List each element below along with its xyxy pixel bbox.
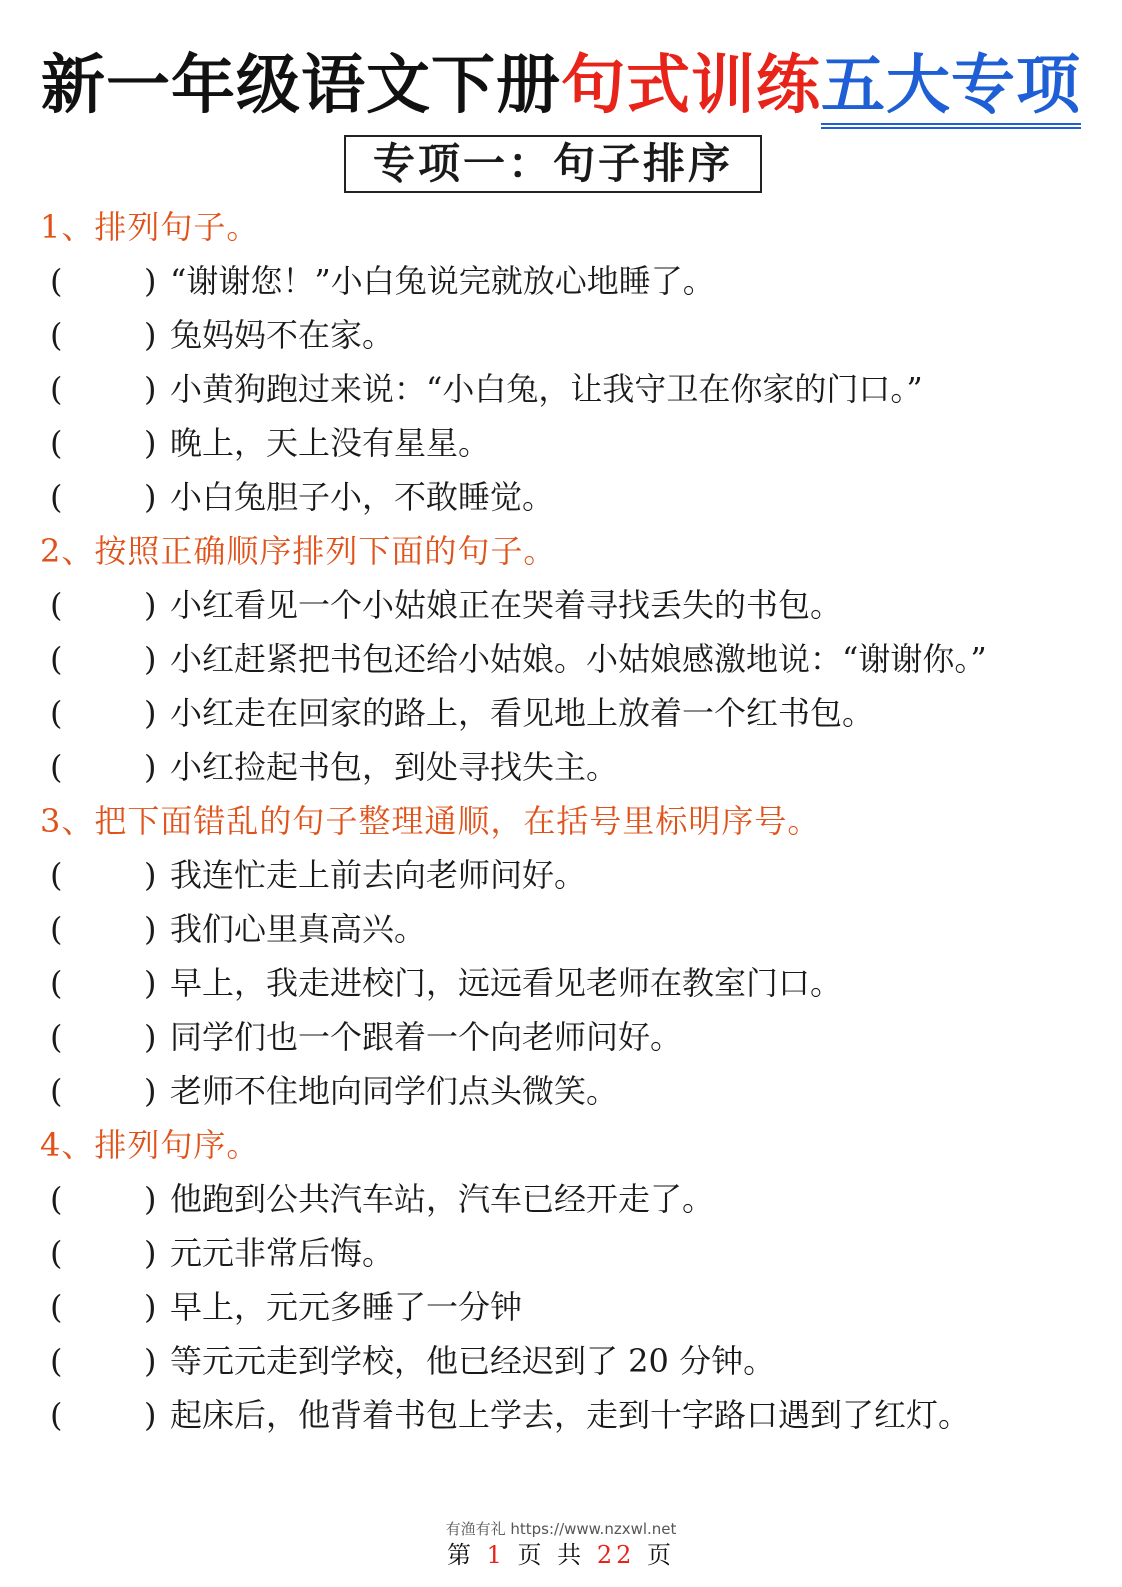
paren-right: ): [144, 1396, 157, 1434]
paren-left: (: [50, 1180, 63, 1218]
sentence-text: “谢谢您！”小白兔说完就放心地睡了。: [170, 262, 715, 300]
sentence-row: [40, 1172, 1080, 1226]
paren-left: (: [50, 1072, 63, 1110]
exercise-heading: 4、排列句序。: [40, 1126, 260, 1164]
sentence-row: [40, 686, 1080, 740]
paren-right: ): [144, 1288, 157, 1326]
sentence-text: 我们心里真高兴。: [170, 910, 427, 948]
sentence-row: [40, 1064, 1080, 1118]
sentence-text: 起床后，他背着书包上学去，走到十字路口遇到了红灯。: [170, 1396, 971, 1434]
sentence-row: [40, 902, 1080, 956]
paren-left: (: [50, 478, 63, 516]
order-answer-blank[interactable]: [40, 362, 170, 416]
paren-left: (: [50, 586, 63, 624]
exercise-heading: 1、排列句子。: [40, 208, 260, 246]
sentence-row: [40, 308, 1080, 362]
paren-right: ): [144, 424, 157, 462]
sentence-text: 小黄狗跑过来说：“小白兔，让我守卫在你家的门口。”: [170, 370, 923, 408]
footer-page-number: [0, 1535, 1122, 1570]
title-part-grade: 新一年级语文下册: [41, 49, 561, 123]
sentence-text: 他跑到公共汽车站，汽车已经开走了。: [170, 1180, 715, 1218]
order-answer-blank[interactable]: [40, 848, 170, 902]
exercise-heading: 3、把下面错乱的句子整理通顺，在括号里标明序号。: [40, 802, 821, 840]
paren-left: (: [50, 910, 63, 948]
sentence-row: [40, 470, 1080, 524]
order-answer-blank[interactable]: [40, 1172, 170, 1226]
paren-left: (: [50, 964, 63, 1002]
order-answer-blank[interactable]: [40, 254, 170, 308]
title-part-five-topics: 五大专项: [821, 49, 1081, 129]
sentence-text: 我连忙走上前去向老师问好。: [170, 856, 587, 894]
order-answer-blank[interactable]: [40, 1064, 170, 1118]
order-answer-blank[interactable]: [40, 1334, 170, 1388]
page-prefix: 第: [446, 1541, 475, 1569]
order-answer-blank[interactable]: [40, 1226, 170, 1280]
exercise-content: [40, 200, 1080, 1442]
order-answer-blank[interactable]: [40, 1280, 170, 1334]
paren-right: ): [144, 1234, 157, 1272]
sentence-text: 同学们也一个跟着一个向老师问好。: [170, 1018, 683, 1056]
paren-left: (: [50, 424, 63, 462]
sentence-row: [40, 416, 1080, 470]
paren-left: (: [50, 1342, 63, 1380]
sentence-row: [40, 578, 1080, 632]
sentence-row: [40, 254, 1080, 308]
sentence-row: [40, 1010, 1080, 1064]
sentence-text: 兔妈妈不在家。: [170, 316, 395, 354]
order-answer-blank[interactable]: [40, 632, 170, 686]
order-answer-blank[interactable]: [40, 686, 170, 740]
sentence-text: 小白兔胆子小，不敢睡觉。: [170, 478, 555, 516]
sentence-row: [40, 1280, 1080, 1334]
paren-left: (: [50, 1396, 63, 1434]
sentence-row: [40, 632, 1080, 686]
page-total: 22: [596, 1541, 636, 1569]
paren-right: ): [144, 1072, 157, 1110]
paren-right: ): [144, 478, 157, 516]
order-answer-blank[interactable]: [40, 1010, 170, 1064]
paren-right: ): [144, 856, 157, 894]
paren-right: ): [144, 694, 157, 732]
paren-left: (: [50, 1018, 63, 1056]
sentence-text: 小红走在回家的路上，看见地上放着一个红书包。: [170, 694, 875, 732]
sentence-text: 晚上，天上没有星星。: [170, 424, 491, 462]
paren-left: (: [50, 316, 63, 354]
sentence-row: [40, 1388, 1080, 1442]
order-answer-blank[interactable]: [40, 308, 170, 362]
sentence-row: [40, 956, 1080, 1010]
sentence-row: [40, 1226, 1080, 1280]
sentence-text: 等元元走到学校，他已经迟到了 20 分钟。: [170, 1342, 776, 1380]
order-answer-blank[interactable]: [40, 470, 170, 524]
paren-right: ): [144, 640, 157, 678]
paren-right: ): [144, 748, 157, 786]
paren-right: ): [144, 316, 157, 354]
paren-left: (: [50, 748, 63, 786]
sentence-text: 早上，元元多睡了一分钟: [170, 1288, 523, 1326]
sentence-row: [40, 848, 1080, 902]
paren-right: ): [144, 964, 157, 1002]
title-part-training: 句式训练: [561, 49, 821, 123]
footer-site: 有渔有礼 https://www.nzxwl.net: [445, 1520, 677, 1538]
paren-right: ): [144, 262, 157, 300]
sentence-text: 小红看见一个小姑娘正在哭着寻找丢失的书包。: [170, 586, 843, 624]
page-current: 1: [486, 1541, 506, 1569]
sentence-row: [40, 362, 1080, 416]
paren-right: ): [144, 1018, 157, 1056]
sentence-text: 早上，我走进校门，远远看见老师在教室门口。: [170, 964, 843, 1002]
paren-left: (: [50, 1234, 63, 1272]
paren-right: ): [144, 586, 157, 624]
paren-right: ): [144, 910, 157, 948]
paren-left: (: [50, 856, 63, 894]
sentence-text: 元元非常后悔。: [170, 1234, 395, 1272]
paren-right: ): [144, 1342, 157, 1380]
paren-left: (: [50, 640, 63, 678]
order-answer-blank[interactable]: [40, 740, 170, 794]
sentence-row: [40, 1334, 1080, 1388]
sentence-text: 小红赶紧把书包还给小姑娘。小姑娘感激地说：“谢谢你。”: [170, 640, 987, 678]
order-answer-blank[interactable]: [40, 902, 170, 956]
order-answer-blank[interactable]: [40, 956, 170, 1010]
page-title: [0, 48, 1122, 124]
paren-right: ): [144, 1180, 157, 1218]
page-mid: 页 共: [517, 1541, 586, 1569]
paren-right: ): [144, 370, 157, 408]
paren-left: (: [50, 262, 63, 300]
order-answer-blank[interactable]: [40, 578, 170, 632]
sentence-text: 小红捡起书包，到处寻找失主。: [170, 748, 619, 786]
section-subtitle: 专项一：句子排序: [344, 135, 762, 193]
paren-left: (: [50, 370, 63, 408]
order-answer-blank[interactable]: [40, 416, 170, 470]
sentence-row: [40, 740, 1080, 794]
order-answer-blank[interactable]: [40, 1388, 170, 1442]
paren-left: (: [50, 1288, 63, 1326]
sentence-text: 老师不住地向同学们点头微笑。: [170, 1072, 619, 1110]
paren-left: (: [50, 694, 63, 732]
page-suffix: 页: [647, 1541, 676, 1569]
exercise-heading: 2、按照正确顺序排列下面的句子。: [40, 532, 557, 570]
